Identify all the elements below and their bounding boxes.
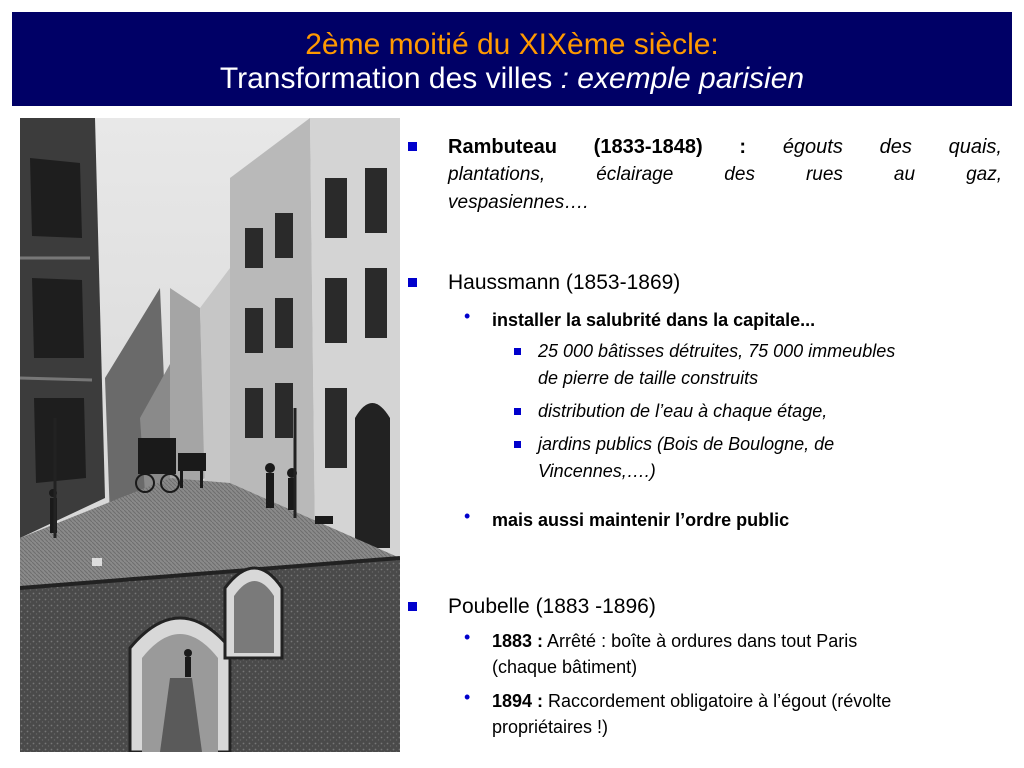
haussmann-sub2: mais aussi maintenir l’ordre public: [492, 510, 790, 530]
haussmann-item-3-line1: jardins publics (Bois de Boulogne, de: [538, 434, 835, 454]
haussmann-item-2: distribution de l’eau à chaque étage,: [538, 401, 828, 421]
haussmann-heading: Haussmann (1853-1869): [448, 271, 681, 294]
dot-bullet-icon: •: [464, 506, 471, 526]
slide-subtitle: Transformation des villes : exemple parisien: [219, 62, 805, 95]
dot-bullet-icon: •: [464, 687, 471, 707]
square-bullet-icon: [514, 348, 523, 357]
dot-bullet-icon: •: [464, 306, 471, 326]
square-bullet-icon: [408, 276, 420, 288]
haussmann-item-1-line1: 25 000 bâtisses détruites, 75 000 immeubles: [538, 341, 896, 361]
haussmann-item-1-line2: de pierre de taille construits: [538, 368, 759, 388]
poubelle-heading: Poubelle (1883 -1896): [448, 595, 656, 618]
dot-bullet-icon: •: [464, 627, 471, 647]
poubelle-item-1-line1: 1883 : Arrêté : boîte à ordures dans tout Paris: [492, 631, 858, 651]
poubelle-item-1-line2: (chaque bâtiment): [492, 657, 638, 677]
poubelle-item-2-line1: 1894 : Raccordement obligatoire à l’égout (révolte: [492, 691, 892, 711]
slide-content: [406, 0, 1006, 768]
slide-title: 2ème moitié du XIXème siècle:: [305, 28, 719, 61]
poubelle-item-2-line2: propriétaires !): [492, 717, 609, 737]
rambuteau-line1: Rambuteau (1833-1848) : égouts des quais,: [448, 136, 1002, 158]
rambuteau-line2: plantations, éclairage des rues au gaz,: [448, 164, 1002, 185]
paris-street-sewer-illustration: [20, 118, 400, 752]
haussmann-item-3-line2: Vincennes,….): [538, 461, 656, 481]
square-bullet-icon: [408, 140, 420, 152]
square-bullet-icon: [514, 441, 523, 450]
square-bullet-icon: [514, 408, 523, 417]
square-bullet-icon: [408, 600, 420, 612]
haussmann-sub1: installer la salubrité dans la capitale...: [492, 310, 816, 330]
rambuteau-line3: vespasiennes….: [448, 192, 589, 213]
